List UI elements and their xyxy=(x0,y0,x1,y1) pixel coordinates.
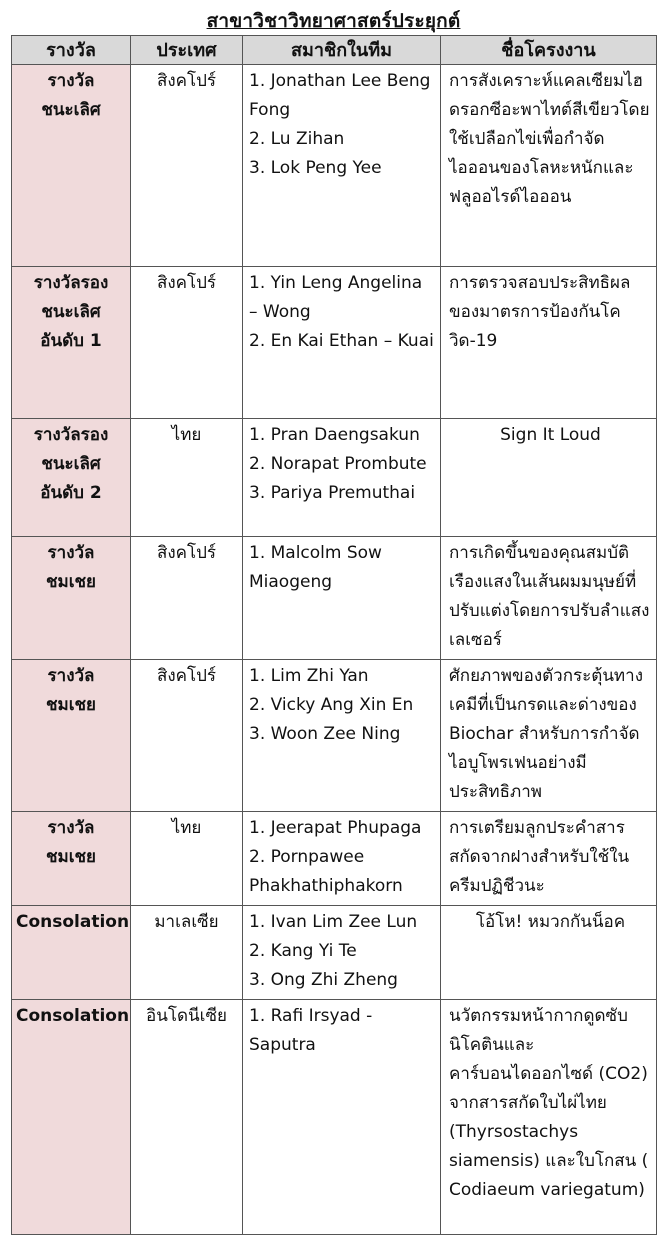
table-row xyxy=(12,419,657,537)
member-name: 1. Ivan Lim Zee Lun xyxy=(249,912,418,932)
project-cell: การสังเคราะห์แคลเซียมไฮดรอกซีอะพาไทต์สีเขียวโดยใช้เปลือกไข่เพื่อกำจัดไอออนของโลหะหนักและฟลูออไรด์ไอออน xyxy=(441,65,657,267)
project-cell: โอ้โห! หมวกกันน็อค xyxy=(441,906,657,1000)
project-cell: นวัตกรรมหน้ากากดูดซับนิโคตินและคาร์บอนไดออกไซด์ (CO2) จากสารสกัดใบไผ่ไทย (Thyrsostachys siamensis) และใบโกสน ( Codiaeum variegatum) xyxy=(441,1000,657,1235)
country-cell: สิงคโปร์ xyxy=(131,267,243,419)
table-row xyxy=(12,660,657,812)
award-label: Consolation xyxy=(16,1006,130,1026)
table-row xyxy=(12,537,657,660)
award-label: รางวัล xyxy=(47,666,95,686)
member-name: 1. Jeerapat Phupaga xyxy=(249,818,422,838)
member-name: 2. En Kai Ethan – Kuai xyxy=(249,331,434,351)
country-cell: ไทย xyxy=(131,419,243,537)
member-name: 3. Pariya Premuthai xyxy=(249,483,416,503)
member-name: 1. Pran Daengsakun xyxy=(249,425,420,445)
awards-table xyxy=(11,35,657,1235)
award-label: Consolation xyxy=(16,912,130,932)
members-cell xyxy=(243,65,441,267)
award-label: อันดับ 2 xyxy=(40,483,102,503)
country-cell: ไทย xyxy=(131,812,243,906)
page-title: สาขาวิชาวิทยาศาสตร์ประยุกต์ xyxy=(206,11,461,32)
members-cell xyxy=(243,660,441,812)
award-cell xyxy=(12,660,131,812)
country-cell: มาเลเซีย xyxy=(131,906,243,1000)
award-label: รางวัล xyxy=(47,543,95,563)
member-name: 1. Yin Leng Angelina – Wong xyxy=(249,273,423,322)
table-row xyxy=(12,267,657,419)
award-cell xyxy=(12,1000,131,1235)
award-cell xyxy=(12,65,131,267)
project-cell: ศักยภาพของตัวกระตุ้นทางเคมีที่เป็นกรดและด่างของ Biochar สำหรับการกำจัดไอบูโพรเฟนอย่างมีประสิทธิภาพ xyxy=(441,660,657,812)
member-name: 2. Vicky Ang Xin En xyxy=(249,695,414,715)
project-cell: การเกิดขึ้นของคุณสมบัติเรืองแสงในเส้นผมมนุษย์ที่ปรับแต่งโดยการปรับลำแสงเลเซอร์ xyxy=(441,537,657,660)
country-cell: สิงคโปร์ xyxy=(131,65,243,267)
award-label: ชมเชย xyxy=(45,572,97,592)
member-name: 3. Woon Zee Ning xyxy=(249,724,401,744)
member-name: 2. Pornpawee Phakhathiphakorn xyxy=(249,847,403,896)
award-label: ชมเชย xyxy=(45,695,97,715)
award-label: อันดับ 1 xyxy=(40,331,102,351)
members-cell xyxy=(243,419,441,537)
member-name: 2. Norapat Prombute xyxy=(249,454,427,474)
award-cell xyxy=(12,267,131,419)
award-label: รางวัลรอง xyxy=(33,273,109,293)
project-cell: การเตรียมลูกประคำสารสกัดจากฝางสำหรับใช้ในครีมปฏิชีวนะ xyxy=(441,812,657,906)
member-name: 3. Ong Zhi Zheng xyxy=(249,970,398,990)
award-label: ชนะเลิศ xyxy=(41,454,101,474)
table-header-row xyxy=(12,36,657,65)
header-country: ประเทศ xyxy=(131,36,243,65)
award-cell xyxy=(12,812,131,906)
member-name: 2. Lu Zihan xyxy=(249,129,345,149)
table-row xyxy=(12,65,657,267)
member-name: 1. Malcolm Sow Miaogeng xyxy=(249,543,382,592)
members-cell xyxy=(243,267,441,419)
award-label: ชมเชย xyxy=(45,847,97,867)
award-cell xyxy=(12,906,131,1000)
country-cell: สิงคโปร์ xyxy=(131,537,243,660)
table-row xyxy=(12,906,657,1000)
member-name: 1. Rafi Irsyad - Saputra xyxy=(249,1006,373,1055)
award-label: รางวัล xyxy=(47,818,95,838)
table-row xyxy=(12,812,657,906)
award-label: ชนะเลิศ xyxy=(41,302,101,322)
member-name: 1. Lim Zhi Yan xyxy=(249,666,369,686)
member-name: 3. Lok Peng Yee xyxy=(249,158,382,178)
members-cell xyxy=(243,906,441,1000)
table-row xyxy=(12,1000,657,1235)
award-cell xyxy=(12,419,131,537)
award-label: รางวัล xyxy=(47,71,95,91)
members-cell xyxy=(243,812,441,906)
members-cell xyxy=(243,1000,441,1235)
header-award: รางวัล xyxy=(12,36,131,65)
award-cell xyxy=(12,537,131,660)
members-cell xyxy=(243,537,441,660)
member-name: 1. Jonathan Lee Beng Fong xyxy=(249,71,431,120)
award-label: ชนะเลิศ xyxy=(41,100,101,120)
project-cell: การตรวจสอบประสิทธิผลของมาตรการป้องกันโควิด-19 xyxy=(441,267,657,419)
header-members: สมาชิกในทีม xyxy=(243,36,441,65)
project-cell: Sign It Loud xyxy=(441,419,657,537)
award-label: รางวัลรอง xyxy=(33,425,109,445)
member-name: 2. Kang Yi Te xyxy=(249,941,357,961)
country-cell: สิงคโปร์ xyxy=(131,660,243,812)
country-cell: อินโดนีเซีย xyxy=(131,1000,243,1235)
header-project: ชื่อโครงงาน xyxy=(441,36,657,65)
